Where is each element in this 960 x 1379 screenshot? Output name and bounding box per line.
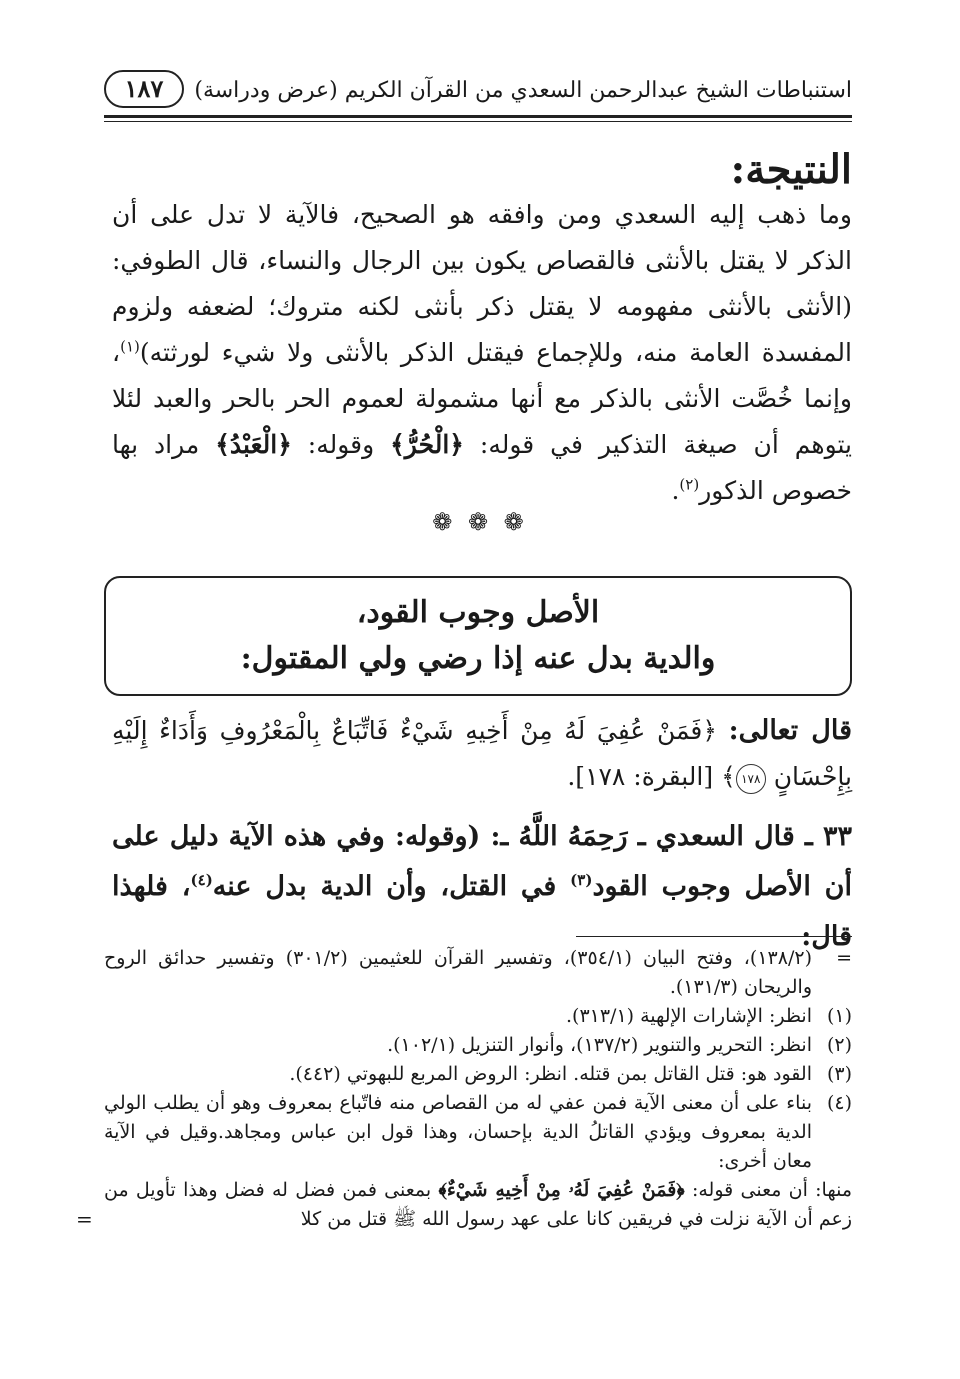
footnote-text: القود هو: قتل القاتل بمن قتله. انظر: الروض المربع للبهوتي (٤٤٢). bbox=[289, 1063, 812, 1085]
saadi-paragraph bbox=[112, 812, 852, 962]
footnote-mark: (٤) bbox=[826, 1092, 852, 1114]
footnote-1 bbox=[104, 1002, 852, 1031]
saadi-text-1: ٣٣ ـ قال السعدي ـ رَحِمَهُ اللَّهُ ـ: (وقوله: وفي هذه الآية دليل على أن الأصل وجوب القود bbox=[112, 821, 852, 902]
footnote-mark: (٢) bbox=[826, 1034, 852, 1056]
verse-close: ﴾ bbox=[721, 762, 736, 791]
footnote-ref-2: (٢) bbox=[679, 475, 700, 494]
footnote-ref-4: (٤) bbox=[190, 871, 213, 889]
section-title-box bbox=[104, 576, 852, 696]
footnote-cont-text-2: بمعنى فمن فضل له فضل وهذا تأويل من زعم أن الآية نزلت في فريقين كانا على عهد رسول الله ﷺ قتل من كلا bbox=[104, 1179, 852, 1230]
footnote-text: بناء على أن معنى الآية فمن عفي له من القصاص منه فاتّباع بمعروف وهو أن يطلب الولي الدية بمعروف ويؤدي القاتلُ الدية بإحسان، وهذا قول ابن عباس ومجاهد.وقيل في الآية معان أخرى: bbox=[104, 1092, 812, 1172]
footnote-4 bbox=[104, 1089, 852, 1176]
footnote-4-continuation bbox=[76, 1176, 852, 1234]
footnote-2 bbox=[104, 1031, 852, 1060]
section-title-line-2: والدية بدل عنه إذا رضي ولي المقتول: bbox=[240, 641, 716, 676]
header-rule-thick bbox=[104, 115, 852, 118]
continued-mark: = bbox=[76, 1207, 93, 1231]
footnote-ref-1: (١) bbox=[120, 337, 140, 356]
verse-lead: قال تعالى: bbox=[728, 715, 852, 746]
footnote-continued bbox=[104, 944, 852, 1002]
verse-reference: [البقرة: ١٧٨]. bbox=[567, 762, 722, 791]
footnotes bbox=[76, 944, 852, 1234]
footnote-text: (١٣٨/٢)، وفتح البيان (٣٥٤/١)، وتفسير القرآن للعثيمين (٣٠١/٢) وتفسير حدائق الروح والريحان (١٣١/٣). bbox=[104, 947, 812, 998]
footnote-rule bbox=[576, 936, 852, 937]
result-text-1: وما ذهب إليه السعدي ومن وافقه هو الصحيح، فالآية لا تدل على أن الذكر لا يقتل بالأنثى فالقصاص يكون بين الرجال والنساء، قال الطوفي: (الأنثى بالأنثى مفهومه لا يقتل ذكر بأنثى لكنه متروك؛ لضعفه ولزوم المفسدة العامة منه، وللإجماع فيقتل الذكر بالأنثى ولا شيء لورثته) bbox=[112, 200, 852, 367]
footnote-cont-text-1: منها: أن معنى قوله: bbox=[684, 1179, 852, 1201]
page-number-badge: ١٨٧ bbox=[104, 70, 184, 108]
footnote-text: انظر: الإشارات الإلهية (٣١٣/١). bbox=[565, 1005, 812, 1027]
book-title: استنباطات الشيخ عبدالرحمن السعدي من القرآن الكريم (عرض ودراسة) bbox=[194, 78, 852, 103]
footnote-3 bbox=[104, 1060, 852, 1089]
footnote-mark: = bbox=[836, 947, 852, 969]
saadi-text-3: ، فلهذا قال: bbox=[112, 871, 852, 952]
result-text-3: وقوله: bbox=[291, 430, 391, 459]
footnote-mark: (١) bbox=[826, 1005, 852, 1027]
verse-block bbox=[112, 708, 852, 800]
verse-text: ﴿فَمَنْ عُفِيَ لَهُ مِنْ أَخِيهِ شَيْءٌ فَاتِّبَاعٌ بِالْمَعْرُوفِ وَأَدَاءٌ إِلَيْهِ بِإِحْسَانٍ bbox=[112, 716, 852, 791]
result-paragraph bbox=[112, 192, 852, 514]
header-rule-thin bbox=[104, 121, 852, 122]
quran-quote-abd: ﴿الْعَبْدُ﴾ bbox=[215, 430, 292, 459]
footnote-text: انظر: التحرير والتنوير (١٣٧/٢)، وأنوار التنزيل (١٠٢/١). bbox=[387, 1034, 812, 1056]
footnote-quran-quote: ﴿فَمَنْ عُفِيَ لَهُۥ مِنْ أَخِيهِ شَيْءٌ﴾ bbox=[438, 1179, 685, 1201]
section-separator: ❁ ❁ ❁ bbox=[432, 508, 528, 536]
section-title-line-1: الأصل وجوب القود، bbox=[356, 595, 600, 630]
running-header bbox=[104, 70, 852, 112]
footnote-ref-3: (٣) bbox=[570, 871, 593, 889]
saadi-text-2: في القتل، وأن الدية بدل عنه bbox=[212, 871, 571, 902]
result-text-5: . bbox=[671, 476, 680, 505]
result-text-2: ، وإنما خُصَّت الأنثى بالذكر مع أنها مشمولة لعموم الحر بالحر والعبد لئلا يتوهم أن صيغة التذكير في قوله: bbox=[112, 338, 852, 459]
footnote-mark: (٣) bbox=[826, 1063, 852, 1085]
ayah-number-medallion: ١٧٨ bbox=[736, 764, 766, 794]
result-heading: النتيجة: bbox=[730, 146, 852, 193]
result-text-4: مراد بها خصوص الذكور bbox=[112, 430, 852, 505]
quran-quote-hurr: ﴿الْحُرُّ﴾ bbox=[390, 430, 464, 459]
